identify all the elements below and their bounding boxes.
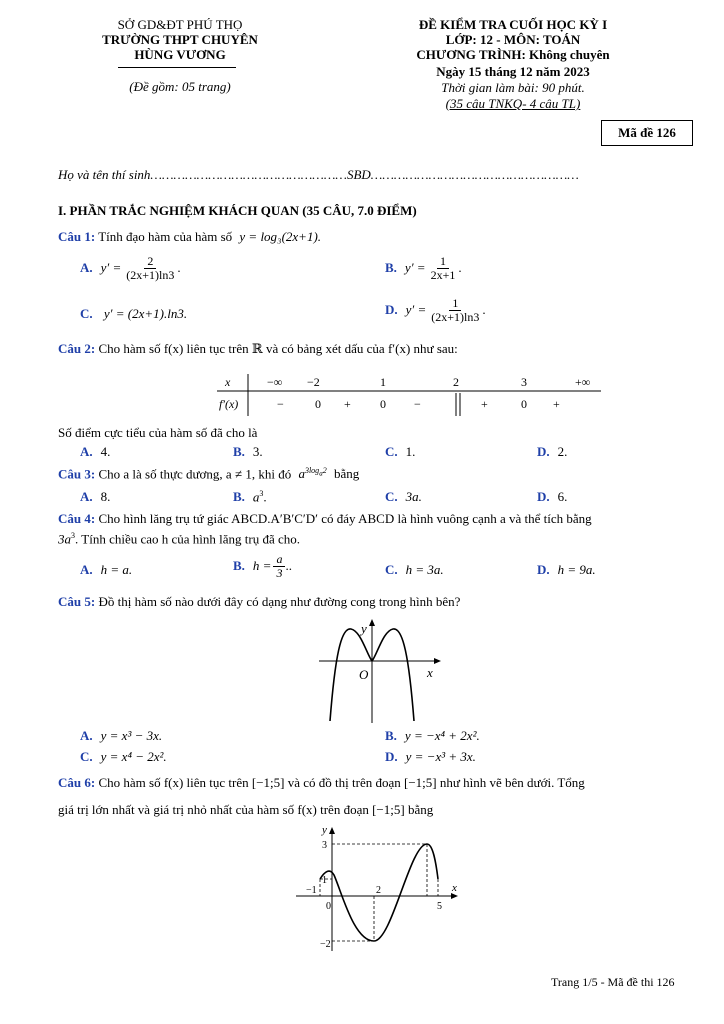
- header-format: (35 câu TNKQ- 4 câu TL): [445, 96, 581, 111]
- question-5-label: Câu 5:: [58, 594, 96, 609]
- question-1: [58, 229, 321, 245]
- q3-option-b[interactable]: B. $a^3$.: [233, 489, 267, 505]
- q1-option-b-fraction: $\frac{1}{2x+1}$: [430, 254, 456, 282]
- q1-option-c-letter: C.: [80, 306, 93, 321]
- header-school-line2: HÙNG VƯƠNG: [134, 47, 226, 62]
- q6-label-neg2: −2: [320, 939, 331, 950]
- q5-x-arrow: [434, 658, 441, 664]
- q6-label-0: 0: [326, 901, 331, 912]
- q5-option-a[interactable]: A. y = x³ − 3x.: [80, 728, 163, 743]
- sign-table-sign-0: −: [277, 397, 284, 411]
- sign-table-sign-5: +: [481, 397, 488, 411]
- q6-label-5: 5: [437, 901, 442, 912]
- question-4: [58, 511, 592, 527]
- sign-table-x-4: 3: [521, 375, 527, 389]
- q4-option-b-fraction: $\frac{a}{3}$: [273, 553, 285, 579]
- question-3-label: Câu 3:: [58, 466, 96, 482]
- q2-option-a[interactable]: A. 4.: [80, 444, 111, 459]
- q5-label-origin: O: [359, 667, 369, 682]
- header-pages: (Đề gồm: 05 trang): [129, 79, 231, 94]
- sign-table-sign-4: −: [414, 397, 421, 411]
- q1-option-a[interactable]: A. y′ = $\frac{2}{(2x+1)\ln 3}$ .: [80, 254, 181, 282]
- question-3-text: Cho a là số thực dương, a ≠ 1, khi đó: [98, 466, 292, 482]
- q2-option-d[interactable]: D. 2.: [537, 444, 568, 459]
- header-program: CHƯƠNG TRÌNH: Không chuyên: [416, 47, 610, 62]
- q4-option-b[interactable]: B. h = $\frac{a}{3}$ ..: [233, 552, 292, 580]
- question-2-label: Câu 2:: [58, 341, 96, 356]
- question-1-text: Tính đạo hàm của hàm số: [98, 229, 233, 244]
- sign-table-x-3: 2: [453, 375, 459, 389]
- q1-option-d-lhs: y′ =: [405, 302, 427, 318]
- student-info-line: Họ và tên thí sinh……………………………………………SBD………………………………………………: [58, 167, 579, 182]
- question-2: [58, 341, 458, 357]
- q1-option-a-lhs: y′ =: [100, 260, 122, 276]
- q1-option-d[interactable]: D. y′ = $\frac{1}{(2x+1)\ln 3}$ .: [385, 296, 486, 324]
- sign-table-sign-3: 0: [380, 397, 386, 411]
- q6-label-2: 2: [376, 885, 381, 896]
- header-school-line1: TRƯỜNG THPT CHUYÊN: [102, 32, 258, 47]
- question-6-line1: Cho hàm số f(x) liên tục trên [−1;5] và có đồ thị trên đoạn [−1;5] như hình vẽ bên dưới. Tổng: [98, 775, 585, 790]
- q4-option-c[interactable]: C. h = 3a.: [385, 562, 444, 577]
- question-6-label: Câu 6:: [58, 775, 96, 790]
- q1-option-c-text: y′ = (2x+1).ln3.: [103, 306, 188, 321]
- question-5: [58, 594, 460, 610]
- q1-option-b-letter: B.: [385, 260, 397, 276]
- sign-table-f-header: f′(x): [219, 397, 239, 411]
- question-3-expr: $a^{3log_a2}$: [298, 466, 327, 482]
- sign-table-x-1: −2: [307, 375, 320, 389]
- exam-code-box: Mã đề 126: [601, 120, 693, 146]
- q6-label-neg1: −1: [306, 885, 317, 896]
- q5-y-arrow: [369, 619, 375, 626]
- q1-option-a-letter: A.: [80, 260, 93, 276]
- q6-label-3: 3: [322, 840, 327, 851]
- q4-option-d[interactable]: D. h = 9a.: [537, 562, 596, 577]
- q6-label-x: x: [452, 882, 457, 894]
- header-left-divider: [118, 67, 236, 68]
- sign-table-sign-6: 0: [521, 397, 527, 411]
- q3-option-d[interactable]: D. 6.: [537, 489, 568, 504]
- q6-label-y: y: [322, 824, 327, 836]
- q5-label-y: y: [361, 621, 367, 636]
- question-4-label: Câu 4:: [58, 511, 96, 526]
- q3-option-a[interactable]: A. 8.: [80, 489, 111, 504]
- q5-graph: [315, 617, 445, 725]
- question-3: Câu 3: Cho a là số thực dương, a ≠ 1, khi đó $a^{3log_a2}$ bằng: [58, 466, 360, 482]
- q1-option-b-lhs: y′ =: [404, 260, 426, 276]
- question-4-line1: Cho hình lăng trụ tứ giác ABCD.A′B′C′D′ có đáy ABCD là hình vuông cạnh a và thể tích bằng: [98, 511, 592, 526]
- question-6-line2: giá trị lớn nhất và giá trị nhỏ nhất của hàm số f(x) trên đoạn [−1;5] bằng: [58, 802, 434, 817]
- question-2-text: Cho hàm số f(x) liên tục trên ℝ và có bảng xét dấu của f′(x) như sau:: [98, 341, 458, 356]
- sign-table-sign-2: +: [344, 397, 351, 411]
- sign-table-x-2: 1: [380, 375, 386, 389]
- header-dept: SỞ GD&ĐT PHÚ THỌ: [117, 17, 243, 32]
- q1-option-d-fraction: $\frac{1}{(2x+1)\ln 3}$: [431, 296, 480, 324]
- sign-table: [215, 372, 605, 418]
- header-exam-title: ĐỀ KIỂM TRA CUỐI HỌC KỲ I: [418, 17, 608, 32]
- q6-label-1: 1: [322, 875, 327, 886]
- sign-table-x-5: +∞: [575, 375, 591, 389]
- q2-option-b[interactable]: B. 3.: [233, 444, 263, 459]
- q5-option-d[interactable]: D. y = −x³ + 3x.: [385, 749, 476, 764]
- q1-option-c[interactable]: [80, 306, 187, 322]
- q2-option-c[interactable]: C. 1.: [385, 444, 416, 459]
- q1-option-b[interactable]: B. y′ = $\frac{1}{2x+1}$ .: [385, 254, 462, 282]
- q6-y-arrow: [329, 827, 335, 834]
- header-grade: LỚP: 12 - MÔN: TOÁN: [445, 32, 581, 47]
- header-time: Thời gian làm bài: 90 phút.: [441, 80, 585, 95]
- question-5-text: Đồ thị hàm số nào dưới đây có dạng như đường cong trong hình bên?: [98, 594, 461, 609]
- sign-table-sign-7: +: [553, 397, 560, 411]
- sign-table-sign-1: 0: [315, 397, 321, 411]
- sign-table-x-0: −∞: [267, 375, 283, 389]
- question-2-prompt: Số điểm cực tiểu của hàm số đã cho là: [58, 425, 258, 440]
- q5-option-c[interactable]: C. y = x⁴ − 2x².: [80, 749, 167, 764]
- question-1-formula: y = log₃(2x+1).: [239, 229, 322, 244]
- q6-graph: [292, 823, 462, 955]
- question-4-line2: $3a^3$. Tính chiều cao h của hình lăng trụ đã cho.: [58, 531, 301, 547]
- section-title: I. PHẦN TRẮC NGHIỆM KHÁCH QUAN (35 CÂU, 7.0 ĐIỂM): [58, 203, 417, 218]
- q4-option-a[interactable]: A. h = a.: [80, 562, 133, 577]
- sign-table-x-header: x: [225, 375, 231, 389]
- q5-label-x: x: [427, 665, 433, 680]
- q5-option-b[interactable]: B. y = −x⁴ + 2x².: [385, 728, 480, 743]
- header-date: Ngày 15 tháng 12 năm 2023: [436, 64, 590, 79]
- q3-option-c[interactable]: C. 3a.: [385, 489, 422, 504]
- q1-option-a-fraction: $\frac{2}{(2x+1)\ln 3}$: [126, 254, 175, 282]
- question-1-label: Câu 1:: [58, 229, 96, 244]
- question-6: [58, 775, 585, 791]
- page-footer: Trang 1/5 - Mã đề thi 126: [551, 975, 675, 989]
- q1-option-d-letter: D.: [385, 302, 398, 318]
